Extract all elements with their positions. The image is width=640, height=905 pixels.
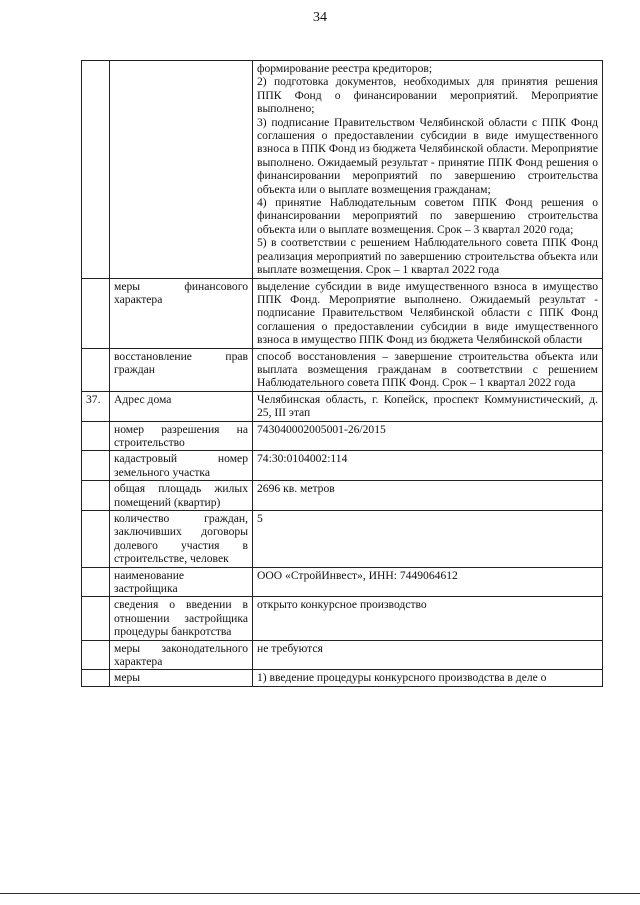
list-item: 5) в соответствии с решением Наблюдательного совета ППК Фонд реализация мероприятий по завершению строительства объекта или выплате возмещения. Срок – 1 квартал 2022 года	[257, 236, 598, 277]
page-number: 34	[313, 10, 327, 25]
list-item: 2) подготовка документов, необходимых для принятия решения ППК Фонд о финансировании мероприятий. Мероприятие выполнено;	[257, 75, 598, 116]
row-label: сведения о введении в отношении застройщика процедуры банкротства	[110, 597, 253, 640]
table-row	[82, 597, 603, 640]
table-row	[82, 421, 603, 451]
row-value: выделение субсидии в виде имущественного взноса в имущество ППК Фонд. Мероприятие выполнено. Ожидаемый результат - подписание Правительством Челябинской области с ППК Фонд соглашения о предоставлении субсидии в виде имущественного взноса в имущество ППК Фонд из бюджета Челябинской области	[253, 278, 603, 348]
row-value: открыто конкурсное производство	[253, 597, 603, 640]
row-value: способ восстановления – завершение строительства объекта или выплата возмещения гражданам в соответствии с решением Наблюдательного совета ППК Фонд. Срок – 1 квартал 2022 года	[253, 348, 603, 391]
table-row	[82, 481, 603, 511]
row-label: восстановление прав граждан	[110, 348, 253, 391]
property-table	[81, 60, 603, 687]
row-value: Челябинская область, г. Копейск, проспект Коммунистический, д. 25, III этап	[253, 391, 603, 421]
table-row	[82, 670, 603, 686]
table-row	[82, 391, 603, 421]
row-label: номер разрешения на строительство	[110, 421, 253, 451]
list-item: 4) принятие Наблюдательным советом ППК Фонд решения о финансировании мероприятий по завершению строительства объекта или о выплате возмещения. Срок – 3 квартал 2020 года;	[257, 196, 598, 236]
row-number: 37.	[82, 391, 110, 421]
row-label: меры законодательного характера	[110, 640, 253, 670]
row-label	[110, 61, 253, 279]
row-value: 743040002005001-26/2015	[253, 421, 603, 451]
table-row	[82, 278, 603, 348]
row-value: 5	[253, 511, 603, 568]
row-label: общая площадь жилых помещений (квартир)	[110, 481, 253, 511]
row-value: ООО «СтройИнвест», ИНН: 7449064612	[253, 567, 603, 597]
row-label: кадастровый номер земельного участка	[110, 451, 253, 481]
table-row	[82, 61, 603, 279]
row-value: 74:30:0104002:114	[253, 451, 603, 481]
row-number	[82, 61, 110, 279]
row-value: не требуются	[253, 640, 603, 670]
table-row	[82, 511, 603, 568]
list-item: 3) подписание Правительством Челябинской области с ППК Фонд соглашения о предоставлении субсидии в виде имущественного взноса в ППК Фонд из бюджета Челябинской области. Мероприятие выполнено. Ожидаемый результат - принятие ППК Фонд решения о финансировании мероприятий по завершению строительства объекта или о выплате возмещения гражданам;	[257, 115, 598, 196]
table-row	[82, 451, 603, 481]
row-label: Адрес дома	[110, 391, 253, 421]
bottom-rule	[0, 893, 640, 894]
table-row	[82, 640, 603, 670]
table-row	[82, 348, 603, 391]
row-value	[253, 61, 603, 279]
table-row	[82, 567, 603, 597]
row-value: 2696 кв. метров	[253, 481, 603, 511]
row-label: наименование застройщика	[110, 567, 253, 597]
row-label: меры финансового характера	[110, 278, 253, 348]
row-label: количество граждан, заключивших договоры долевого участия в строительстве, человек	[110, 511, 253, 568]
row-value: 1) введение процедуры конкурсного производства в деле о	[253, 670, 603, 686]
list-item: формирование реестра кредиторов;	[257, 62, 433, 75]
row-label: меры	[110, 670, 253, 686]
